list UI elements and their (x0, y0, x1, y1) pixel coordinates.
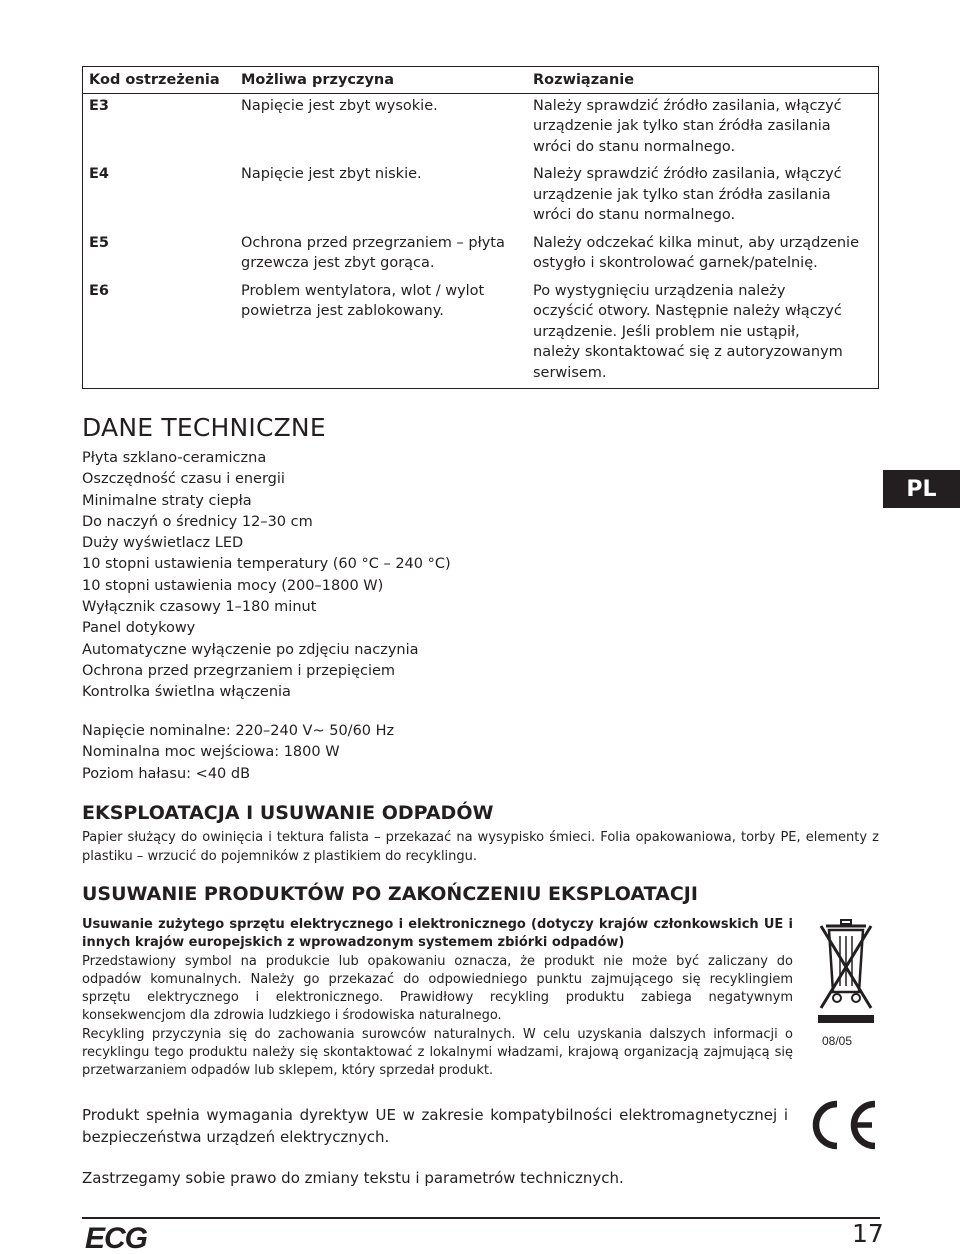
solution-line: ostygło i skontrolować garnek/patelnię. (533, 255, 818, 271)
weee-intro: Usuwanie zużytego sprzętu elektrycznego i elektronicznego (dotyczy krajów członkowskich UE i innych krajów europejskich z wprowadzonym systemem zbiórki odpadów) (82, 917, 793, 951)
list-item: Oszczędność czasu i energii (82, 471, 285, 488)
solution-line: serwisem. (533, 364, 607, 381)
weee-bar (818, 1015, 874, 1023)
solution-line: urządzenie jak tylko stan źródła zasilania (533, 186, 831, 203)
page-number: 17 (852, 1219, 884, 1248)
row-solution (527, 93, 879, 162)
solution-line: Należy odczekać kilka minut, aby urządzenie (533, 234, 860, 251)
table-row (83, 162, 879, 231)
solution-line: wróci do stanu normalnego. (533, 207, 736, 223)
footer-divider (82, 1217, 880, 1219)
svg-text:ECG: ECG (85, 1222, 148, 1252)
table-row (83, 93, 879, 162)
weee-paragraph: Recykling przyczynia się do zachowania surowców naturalnych. W celu uzyskania dalszych informacji o recyklingu tego produktu należy się skontaktować z lokalnymi władzami, krajową organizacją zajmującą się przetwarzaniem odpadów lub sklepem, który sprzedał produkt. (82, 1026, 793, 1079)
row-cause (235, 162, 527, 231)
row-code: E6 (89, 282, 109, 299)
disposal-title: EKSPLOATACJA I USUWANIE ODPADÓW (82, 802, 494, 824)
row-solution (527, 279, 879, 389)
solution-line: Należy sprawdzić źródło zasilania, włączyć (533, 97, 842, 114)
row-solution (527, 231, 879, 279)
row-cause (235, 279, 527, 389)
header-code: Kod ostrzeżenia (83, 67, 236, 94)
ecg-logo (85, 1222, 165, 1252)
error-codes-table (82, 66, 879, 389)
cause-line: grzewcza jest zbyt gorąca. (241, 255, 435, 271)
ce-mark-icon (806, 1098, 880, 1152)
list-item: Kontrolka świetlna włączenia (82, 684, 291, 701)
weee-paragraph: Przedstawiony symbol na produkcie lub opakowaniu oznacza, że produkt nie może być zaliczany do odpadów komunalnych. Należy go przekazać do odpowiedniego punktu zajmującego się recyklingiem sprzętu elektrycznego i elektronicznego. Prawidłowy recykling produktu zabiega negatywnym konsekwencjom dla zdrowia ludzkiego i środowiska naturalnego. (82, 953, 793, 1024)
header-cause: Możliwa przyczyna (235, 67, 527, 94)
list-item: 10 stopni ustawienia temperatury (60 °C – 240 °C) (82, 556, 451, 573)
language-badge: PL (883, 470, 960, 508)
cause-line: Napięcie jest zbyt niskie. (241, 166, 422, 182)
solution-line: wróci do stanu normalnego. (533, 138, 736, 155)
cause-line: Problem wentylatora, wlot / wylot (241, 282, 485, 299)
weee-text-block (82, 916, 793, 1081)
list-item: Do naczyń o średnicy 12–30 cm (82, 513, 313, 530)
table-row (83, 279, 879, 389)
solution-line: oczyścić otwory. Następnie należy włączyć (533, 303, 842, 319)
solution-line: Po wystygnięciu urządzenia należy (533, 282, 786, 299)
cause-line: Ochrona przed przegrzaniem – płyta (241, 234, 505, 251)
list-item: Płyta szklano-ceramiczna (82, 450, 267, 466)
cause-line: Napięcie jest zbyt wysokie. (241, 97, 438, 114)
solution-line: Należy sprawdzić źródło zasilania, włączyć (533, 166, 842, 182)
list-item: 10 stopni ustawienia mocy (200–1800 W) (82, 577, 384, 594)
specs-list (82, 721, 394, 785)
solution-line: urządzenie jak tylko stan źródła zasilania (533, 118, 831, 134)
cause-line: powietrza jest zablokowany. (241, 303, 444, 319)
list-item: Wyłącznik czasowy 1–180 minut (82, 599, 317, 616)
reserve-note: Zastrzegamy sobie prawo do zmiany tekstu i parametrów technicznych. (82, 1169, 624, 1187)
features-list (82, 448, 451, 704)
tech-data-title: DANE TECHNICZNE (82, 413, 326, 442)
row-solution (527, 162, 879, 231)
solution-line: urządzenie. Jeśli problem nie ustąpił, (533, 323, 800, 340)
row-code: E3 (89, 97, 109, 114)
row-cause (235, 93, 527, 162)
list-item: Duży wyświetlacz LED (82, 535, 244, 552)
compliance-text: Produkt spełnia wymagania dyrektyw UE w zakresie kompatybilności elektromagnetycznej i bezpieczeństwa urządzeń elektrycznych. (82, 1106, 788, 1146)
table-row (83, 231, 879, 279)
header-solution: Rozwiązanie (527, 67, 879, 94)
crossed-out-wheelie-bin-icon (818, 918, 874, 1014)
list-item: Ochrona przed przegrzaniem i przepięciem (82, 662, 396, 679)
row-code: E5 (89, 234, 109, 251)
spec-item: Nominalna moc wejściowa: 1800 W (82, 744, 340, 761)
solution-line: należy skontaktować się z autoryzowanym (533, 344, 843, 360)
weee-date: 08/05 (822, 1034, 853, 1048)
weee-title: USUWANIE PRODUKTÓW PO ZAKOŃCZENIU EKSPLOATACJI (82, 883, 698, 905)
list-item: Automatyczne wyłączenie po zdjęciu naczynia (82, 641, 419, 658)
row-code: E4 (89, 166, 109, 182)
row-cause (235, 231, 527, 279)
spec-item: Poziom hałasu: <40 dB (82, 765, 251, 782)
list-item: Minimalne straty ciepła (82, 492, 252, 509)
disposal-text: Papier służący do owinięcia i tektura falista – przekazać na wysypisko śmieci. Folia opakowaniowa, torby PE, elementy z plastiku – wrzucić do pojemników z plastikiem do recyklingu. (82, 830, 879, 864)
spec-item: Napięcie nominalne: 220–240 V~ 50/60 Hz (82, 723, 395, 739)
table-header-row (83, 67, 879, 94)
list-item: Panel dotykowy (82, 620, 196, 637)
